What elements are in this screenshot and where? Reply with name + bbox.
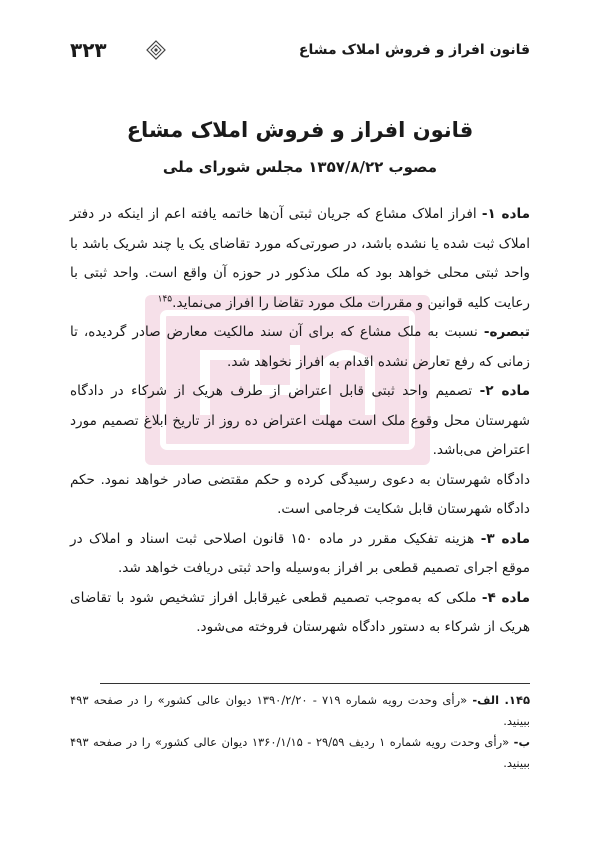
page-title: قانون افراز و فروش املاک مشاع [126,118,474,142]
article-2-continued [70,466,530,525]
footnote-divider [100,683,530,684]
note-tabsare [70,318,530,377]
article-text: افراز املاک مشاع که جریان ثبتی آن‌ها خاتمه یافته اعم از اینکه در دفتر املاک ثبت شده یا نشده باشد، در صورتی‌که مورد تقاضای یک یا چند شریک باشد با واحد ثبتی محلی خواهد بود که ملک مذکور در حوزه آن واقع است. واحد ثبتی با رعایت کلیه قوانین و مقررات ملک مورد تقاضا را افراز می‌نماید. [70,206,530,311]
article-lead: ماده ۲- [479,383,530,399]
footnote-text: «رأی وحدت رویه شماره ۷۱۹ - ۱۳۹۰/۲/۲۰ دیوان عالی کشور» را در صفحه ۴۹۳ ببینید. [70,693,530,728]
footnote-145-a [70,690,530,732]
article-text: نسبت به ملک مشاع که برای آن سند مالکیت معارض صادر گردیده، تا زمانی که رفع تعارض نشده اقدام به افراز نخواهد شد. [70,324,530,370]
page-subtitle: مصوب ۱۳۵۷/۸/۲۲ مجلس شورای ملی [162,158,438,176]
article-lead: ماده ۳- [480,530,530,547]
article-text: ملکی که به‌موجب تصمیم قطعی غیرقابل افراز تشخیص شود با تقاضای هریک از شرکاء به دستور دادگاه شهرستان فروخته می‌شود. [70,589,530,635]
footnote-ref: ۱۴۵ [157,293,173,304]
article-text: دادگاه شهرستان به دعوی رسیدگی کرده و حکم مقتضی صادر خواهد نمود. حکم دادگاه شهرستان قابل شکایت فرجامی است. [70,471,530,517]
footnote-text: «رأی وحدت رویه شماره ۱ ردیف ۲۹/۵۹ - ۱۳۶۰/۱/۱۵ دیوان عالی کشور» را در صفحه ۴۹۳ ببینید. [70,735,530,770]
article-4 [70,584,530,643]
footnotes [70,690,530,774]
footnote-label: ب- [513,735,531,749]
footnote-label: ۱۴۵. الف- [472,693,530,707]
article-lead: تبصره- [483,324,530,340]
article-1 [70,200,530,318]
footnote-145-b [70,732,530,774]
law-body [70,200,530,643]
article-lead: ماده ۴- [481,589,530,606]
article-text: هزینه تفکیک مقرر در ماده ۱۵۰ قانون اصلاحی ثبت اسناد و املاک در موقع اجرای تصمیم قطعی بر افراز به‌وسیله واحد ثبتی دریافت خواهد شد. [70,530,530,576]
article-lead: ماده ۱- [481,206,530,222]
running-title: قانون افراز و فروش املاک مشاع [298,42,530,58]
article-3 [70,525,530,584]
diamond-ornament-icon [146,40,166,60]
article-2 [70,377,530,466]
article-text: تصمیم واحد ثبتی قابل اعتراض از طرف هریک از شرکاء در دادگاه شهرستان محل وقوع ملک است مهلت اعتراض ده روز از تاریخ ابلاغ تصمیم مورد اعتراض می‌باشد. [70,383,530,458]
page-header [70,40,530,66]
page-number: ۳۲۳ [70,38,107,62]
